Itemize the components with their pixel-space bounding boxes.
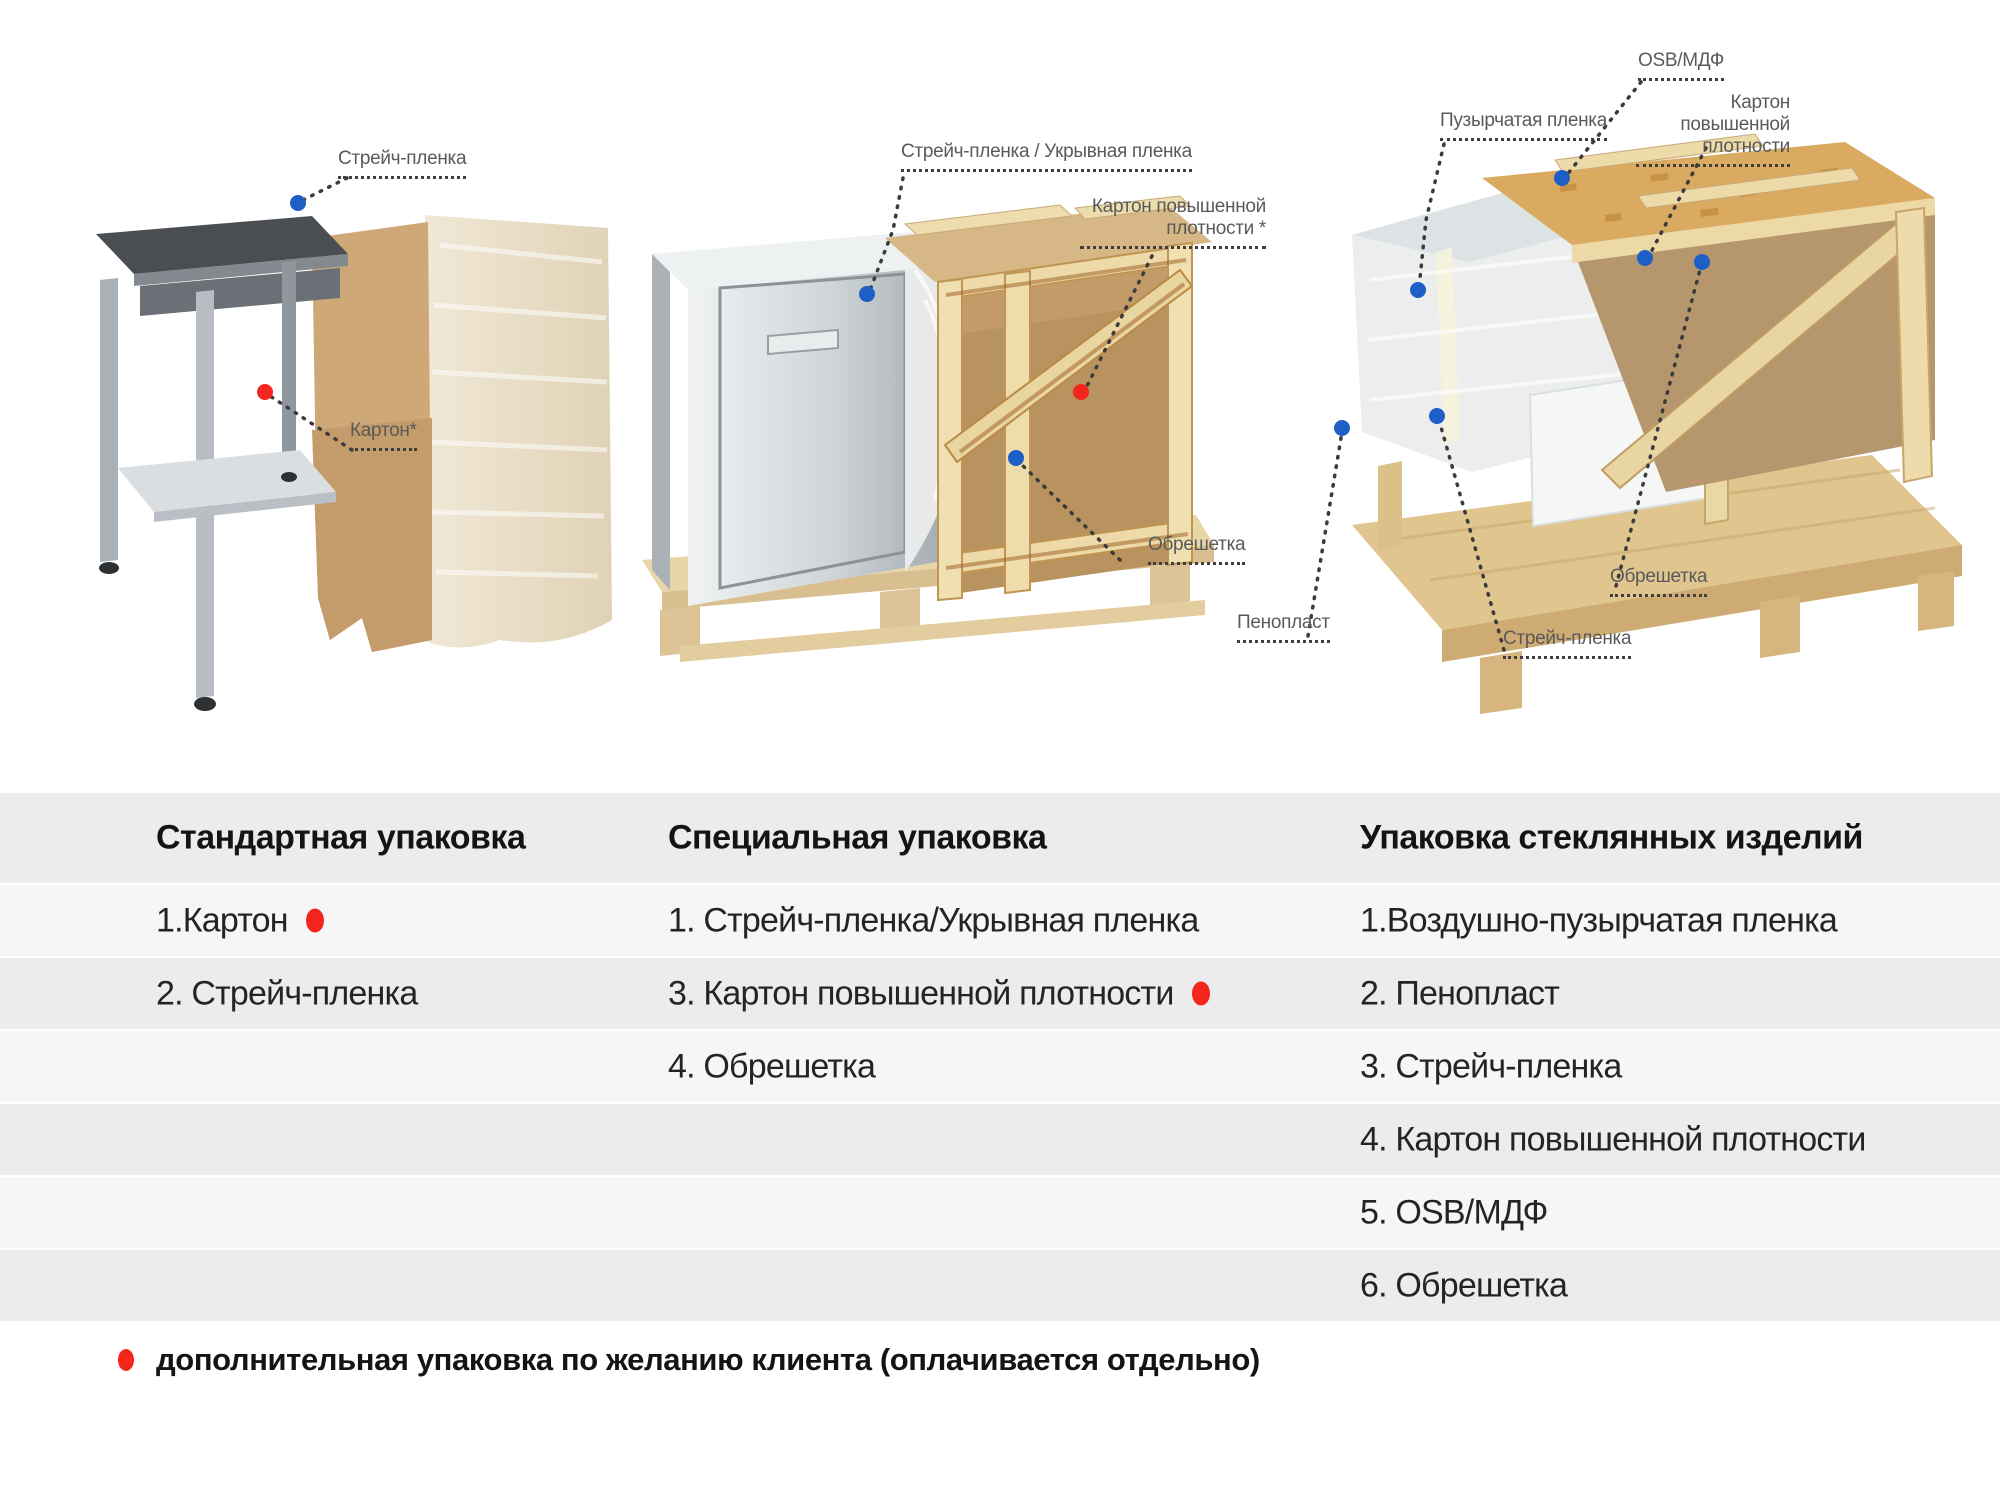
marker-dot-blue xyxy=(859,286,875,302)
label-cardboard-1: Картон* xyxy=(350,420,417,451)
table-cell xyxy=(1360,1266,1567,1305)
table-row xyxy=(0,1104,2000,1177)
table-cell xyxy=(1360,1047,1621,1086)
marker-dot-blue xyxy=(1637,250,1653,266)
marker-dot-blue xyxy=(290,195,306,211)
table-row xyxy=(0,1250,2000,1323)
item-text: 2. Стрейч-пленка xyxy=(156,974,418,1012)
label-bubble-wrap-3: Пузырчатая пленка xyxy=(1440,110,1607,141)
packaging-table xyxy=(0,793,2000,1323)
item-text: 5. OSB/МДФ xyxy=(1360,1193,1548,1231)
marker-dot-red xyxy=(257,384,273,400)
label-line: Картон повышенной xyxy=(1091,196,1266,217)
item-text: 6. Обрешетка xyxy=(1360,1266,1568,1304)
label-line: Картон повышенной xyxy=(1680,92,1790,135)
col-header-standard: Стандартная упаковка xyxy=(156,818,526,857)
footnote xyxy=(118,1342,1260,1378)
table-cell xyxy=(156,901,324,940)
photo-standard-packaging xyxy=(96,215,612,711)
label-dense-cardboard-3 xyxy=(1636,92,1790,167)
item-text: 3. Стрейч-пленка xyxy=(1360,1047,1622,1085)
paid-option-dot xyxy=(306,909,324,933)
item-text: 2. Пенопласт xyxy=(1360,974,1559,1012)
table-header-row xyxy=(0,793,2000,885)
paid-option-dot xyxy=(1192,982,1210,1006)
marker-dot-blue xyxy=(1008,450,1024,466)
label-foam-3: Пенопласт xyxy=(1237,612,1330,643)
label-stretch-cover-film-2: Стрейч-пленка / Укрывная пленка xyxy=(901,141,1192,172)
table-cell xyxy=(668,901,1198,940)
item-text: 4. Обрешетка xyxy=(668,1047,876,1085)
label-line: плотности xyxy=(1702,136,1790,157)
label-crate-3: Обрешетка xyxy=(1610,566,1707,597)
table-cell xyxy=(668,974,1210,1013)
photo-special-packaging xyxy=(642,196,1214,662)
marker-dot-blue xyxy=(1554,170,1570,186)
photo-glass-packaging xyxy=(1352,134,1962,714)
col-header-special: Специальная упаковка xyxy=(668,818,1047,857)
table-cell xyxy=(156,974,417,1013)
table-cell xyxy=(668,1047,875,1086)
table-row xyxy=(0,958,2000,1031)
label-stretch-film-1: Стрейч-пленка xyxy=(338,148,466,179)
item-text: 1.Воздушно-пузырчатая пленка xyxy=(1360,901,1838,939)
marker-dot-blue xyxy=(1429,408,1445,424)
marker-dot-blue xyxy=(1410,282,1426,298)
label-crate-2: Обрешетка xyxy=(1148,534,1245,565)
label-line: плотности * xyxy=(1166,218,1266,239)
paid-option-dot xyxy=(118,1349,134,1371)
table-cell xyxy=(1360,974,1559,1013)
label-dense-cardboard-2 xyxy=(1080,196,1266,249)
table-cell xyxy=(1360,901,1837,940)
label-stretch-film-3: Стрейч-пленка xyxy=(1503,628,1631,659)
col-header-glass: Упаковка стеклянных изделий xyxy=(1360,818,1863,857)
item-text: 3. Картон повышенной плотности xyxy=(668,974,1174,1012)
item-text: 1. Стрейч-пленка/Укрывная пленка xyxy=(668,901,1199,939)
table-row xyxy=(0,1177,2000,1250)
marker-dot-blue xyxy=(1334,420,1350,436)
table-cell xyxy=(1360,1193,1548,1232)
label-osb-mdf-3: OSB/МДФ xyxy=(1638,50,1724,81)
table-cell xyxy=(1360,1120,1866,1159)
marker-dot-red xyxy=(1073,384,1089,400)
item-text: 1.Картон xyxy=(156,901,288,939)
table-row xyxy=(0,885,2000,958)
footnote-text: дополнительная упаковка по желанию клиента (оплачивается отдельно) xyxy=(156,1342,1260,1377)
item-text: 4. Картон повышенной плотности xyxy=(1360,1120,1866,1158)
table-row xyxy=(0,1031,2000,1104)
marker-dot-blue xyxy=(1694,254,1710,270)
